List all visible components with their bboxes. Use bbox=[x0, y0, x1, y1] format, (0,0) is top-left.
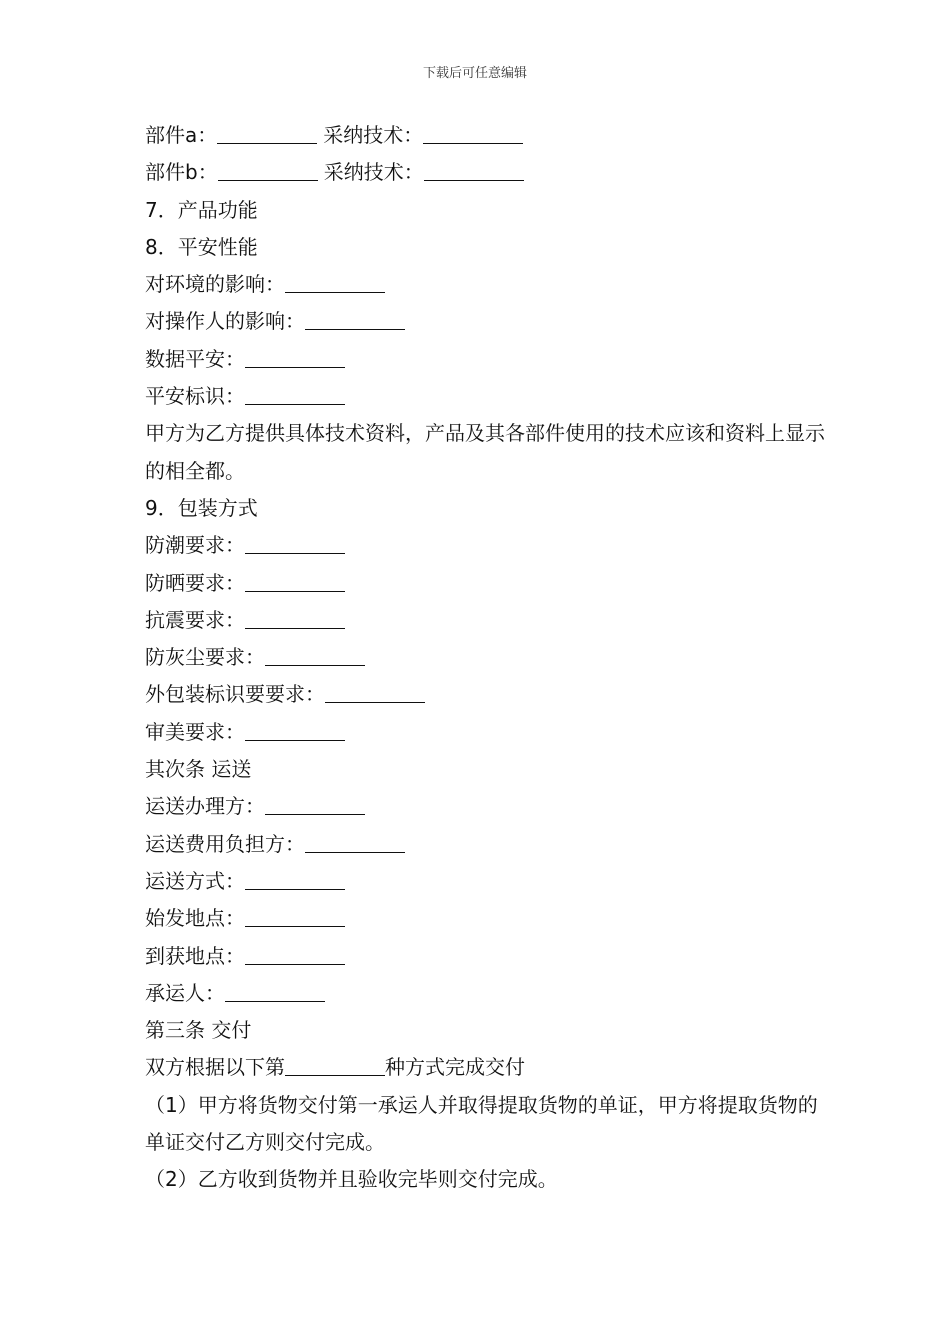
delivery-method-suffix: 种方式完成交付 bbox=[385, 1055, 525, 1080]
component-b-blank[interactable] bbox=[218, 158, 318, 181]
field-label: 防灰尘要求： bbox=[145, 645, 265, 670]
fill-blank[interactable] bbox=[245, 606, 345, 629]
section-heading: 8．平安性能 bbox=[145, 234, 258, 259]
form-line bbox=[145, 602, 825, 639]
component-a-blank[interactable] bbox=[217, 121, 317, 144]
component-b-tech-blank[interactable] bbox=[424, 158, 524, 181]
field-label: 承运人： bbox=[145, 980, 225, 1005]
form-line bbox=[145, 303, 825, 340]
form-line bbox=[145, 565, 825, 602]
delivery-method-prefix: 双方根据以下第 bbox=[145, 1055, 285, 1080]
component-b-label: 部件b： bbox=[145, 160, 218, 185]
fill-blank[interactable] bbox=[245, 345, 345, 368]
fill-blank[interactable] bbox=[285, 270, 385, 293]
field-label: 到获地点： bbox=[145, 943, 245, 968]
fill-blank[interactable] bbox=[245, 531, 345, 554]
paragraph: 甲方为乙方提供具体技术资料，产品及其各部件使用的技术应该和资料上显示的相全都。 bbox=[145, 421, 825, 483]
form-line bbox=[145, 266, 825, 303]
form-line bbox=[145, 938, 825, 975]
fill-blank[interactable] bbox=[305, 830, 405, 853]
form-line bbox=[145, 341, 825, 378]
component-a-line bbox=[145, 117, 825, 154]
paragraph: （2）乙方收到货物并且验收完毕则交付完成。 bbox=[145, 1167, 558, 1192]
form-line bbox=[145, 863, 825, 900]
form-line bbox=[145, 639, 825, 676]
fill-blank[interactable] bbox=[225, 979, 325, 1002]
paragraph: （1）甲方将货物交付第一承运人并取得提取货物的单证，甲方将提取货物的单证交付乙方则交付完成。 bbox=[145, 1092, 818, 1155]
article-heading: 其次条 运送 bbox=[145, 757, 252, 782]
delivery-method-blank[interactable] bbox=[285, 1053, 385, 1076]
fill-blank[interactable] bbox=[325, 680, 425, 703]
fill-blank[interactable] bbox=[265, 792, 365, 815]
component-a-tech-label: 采纳技术： bbox=[323, 123, 424, 147]
section-heading: 9．包装方式 bbox=[145, 495, 258, 520]
fill-blank[interactable] bbox=[245, 569, 345, 592]
component-a-label: 部件a： bbox=[145, 123, 218, 147]
form-line bbox=[145, 527, 825, 564]
fill-blank[interactable] bbox=[265, 643, 365, 666]
field-label: 审美要求： bbox=[145, 719, 245, 744]
form-line bbox=[145, 788, 825, 825]
component-a-tech-blank[interactable] bbox=[423, 121, 523, 144]
field-label: 防晒要求： bbox=[145, 570, 245, 595]
field-label: 运送办理方： bbox=[145, 794, 265, 819]
delivery-method-line bbox=[145, 1049, 825, 1086]
component-b-line bbox=[145, 154, 825, 191]
fill-blank[interactable] bbox=[245, 867, 345, 890]
form-line bbox=[145, 975, 825, 1012]
document-body bbox=[145, 117, 825, 1199]
field-label: 抗震要求： bbox=[145, 607, 245, 632]
form-line bbox=[145, 900, 825, 937]
form-line bbox=[145, 676, 825, 713]
component-b-tech-label: 采纳技术： bbox=[323, 160, 424, 185]
fill-blank[interactable] bbox=[245, 382, 345, 405]
section-heading: 7．产品功能 bbox=[145, 197, 258, 222]
field-label: 平安标识： bbox=[145, 384, 245, 409]
field-label: 运送方式： bbox=[145, 868, 245, 893]
fill-blank[interactable] bbox=[305, 307, 405, 330]
page-header: 下载后可任意编辑 bbox=[422, 66, 527, 81]
form-line bbox=[145, 378, 825, 415]
fill-blank[interactable] bbox=[245, 904, 345, 927]
fill-blank[interactable] bbox=[245, 718, 345, 741]
field-label: 运送费用负担方： bbox=[145, 831, 305, 856]
article-heading: 第三条 交付 bbox=[145, 1018, 252, 1043]
field-label: 数据平安： bbox=[145, 346, 245, 371]
field-label: 始发地点： bbox=[145, 906, 245, 931]
field-label: 对环境的影响： bbox=[145, 272, 285, 297]
field-label: 对操作人的影响： bbox=[145, 309, 305, 334]
field-label: 防潮要求： bbox=[145, 533, 245, 558]
fill-blank[interactable] bbox=[245, 942, 345, 965]
form-line bbox=[145, 826, 825, 863]
form-line bbox=[145, 714, 825, 751]
field-label: 外包装标识要要求： bbox=[145, 682, 325, 707]
